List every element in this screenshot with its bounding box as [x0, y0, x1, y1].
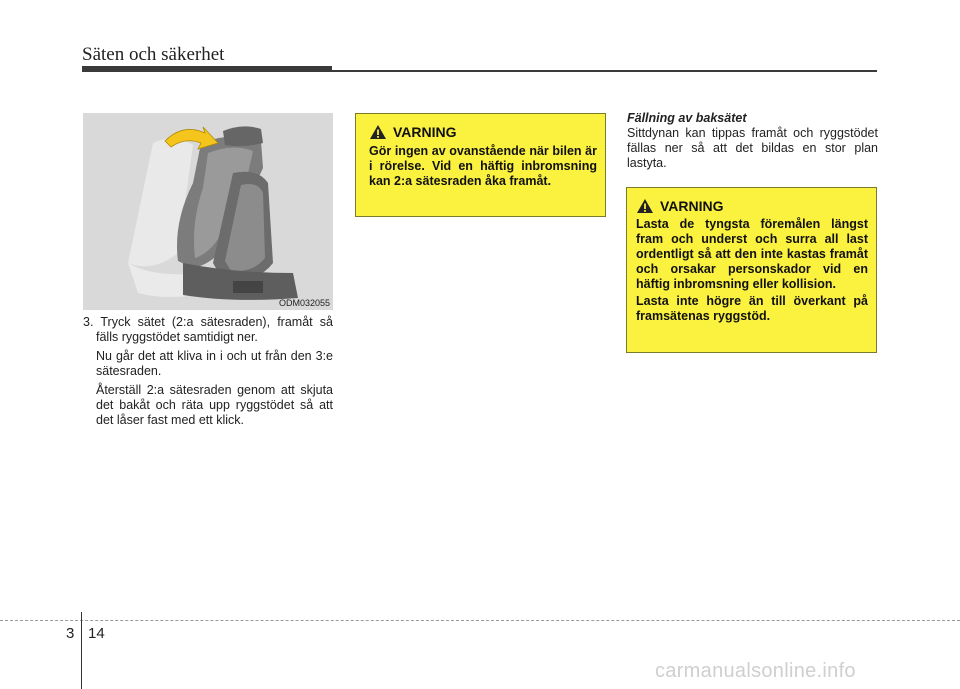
page-header-title: Säten och säkerhet	[82, 44, 225, 65]
step-3-instructions	[83, 315, 333, 432]
warning-text-cargo: Lasta de tyngsta föremålen längst fram och underst och surra all last ordentligt så att den inte kastas framåt och orsakar personskador vid en häftig inbromsning eller kollision.	[636, 217, 868, 291]
warning-triangle-icon	[636, 198, 654, 214]
footer-divider	[81, 612, 82, 689]
folding-rear-seat-section	[627, 111, 878, 171]
header-bar	[82, 66, 332, 72]
warning-header	[636, 198, 868, 214]
header-rule	[332, 70, 877, 72]
step-3-text: 3. Tryck sätet (2:a sätesraden), framåt så fälls ryggstödet samtidigt ner.	[83, 315, 333, 344]
step-3-note: Nu går det att kliva in i och ut från den 3:e sätesraden.	[96, 349, 333, 378]
step-3-reset: Återställ 2:a sätesraden genom att skjuta det bakåt och räta upp ryggstödet så att det låser fast med ett klick.	[96, 383, 333, 427]
chapter-number: 3	[66, 625, 75, 642]
footer-dashed-rule	[0, 620, 960, 621]
section-body: Sittdynan kan tippas framåt och ryggstödet fällas ner så att det bildas en stor plan lastyta.	[627, 126, 878, 170]
warning-text-height: Lasta inte högre än till överkant på framsätenas ryggstöd.	[636, 294, 868, 323]
folded-seat-drawing	[83, 113, 333, 310]
warning-triangle-icon	[369, 124, 387, 140]
warning-header	[369, 124, 597, 140]
warning-box-1	[355, 113, 606, 217]
page-number: 14	[88, 625, 105, 642]
warning-text: Gör ingen av ovanstående när bilen är i rörelse. Vid en häftig inbromsning kan 2:a sätesraden åka framåt.	[369, 144, 597, 188]
seat-illustration	[83, 113, 333, 310]
warning-box-2	[626, 187, 877, 353]
figure-code: ODM032055	[278, 298, 330, 308]
warning-title: VARNING	[660, 198, 724, 214]
warning-title: VARNING	[393, 124, 457, 140]
section-title: Fällning av baksätet	[627, 111, 747, 125]
watermark: carmanualsonline.info	[655, 660, 856, 682]
